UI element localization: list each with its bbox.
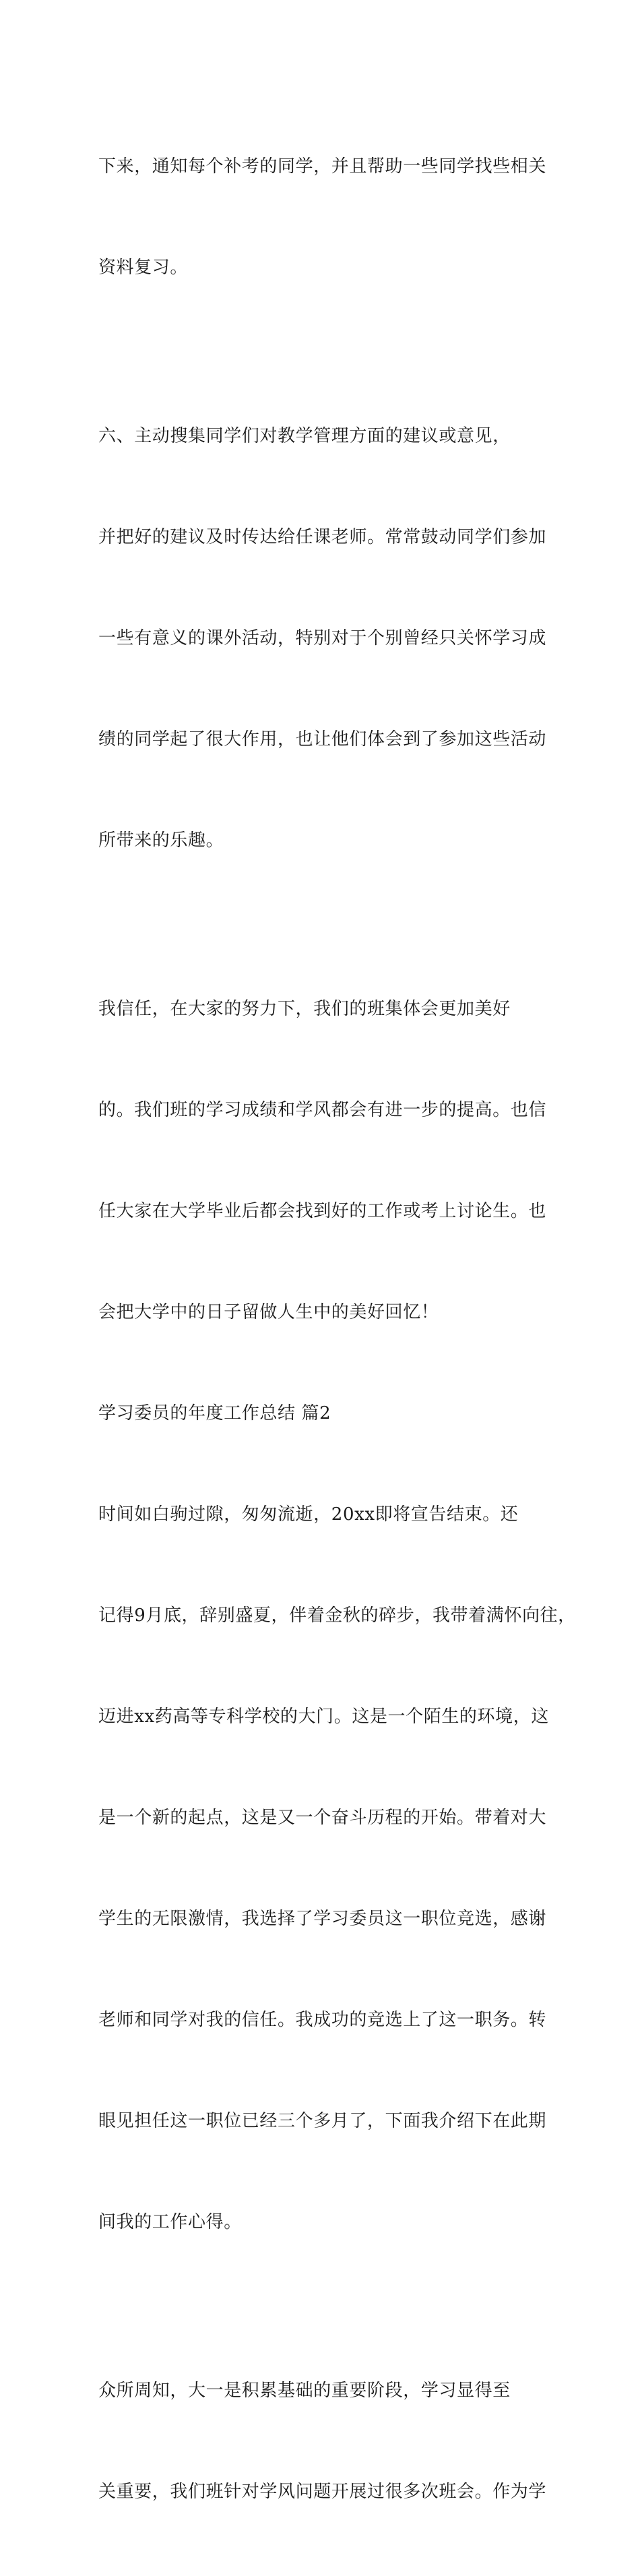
text-line: 六、主动搜集同学们对教学管理方面的建议或意见， <box>98 426 511 446</box>
text-line: 老师和同学对我的信任。我成功的竞选上了这一职务。转 <box>98 2010 547 2030</box>
text-line: 我信任，在大家的努力下，我们的班集体会更加美好 <box>98 999 511 1019</box>
text-line: 的。我们班的学习成绩和学风都会有进一步的提高。也信 <box>98 1100 547 1120</box>
paragraph-3 <box>98 925 550 1397</box>
paragraph-4 <box>98 1430 576 2306</box>
text-line: 时间如白驹过隙，匆匆流逝，20xx即将宣告结束。还 <box>98 1504 519 1525</box>
text-line: 一些有意义的课外活动，特别对于个别曾经只关怀学习成 <box>98 628 547 648</box>
text-line: 并把好的建议及时传达给任课老师。常常鼓动同学们参加 <box>98 527 547 547</box>
text-line: 资料复习。 <box>98 257 189 278</box>
text-line: 绩的同学起了很大作用，也让他们体会到了参加这些活动 <box>98 729 547 749</box>
text-line: 学生的无限激情，我选择了学习委员这一职位竞选，感谢 <box>98 1909 547 1929</box>
paragraph-2 <box>98 352 550 925</box>
paragraph-5 <box>98 2306 550 2576</box>
section-title: 学习委员的年度工作总结 篇2 <box>98 1403 331 1423</box>
text-line: 会把大学中的日子留做人生中的美好回忆！ <box>98 1302 439 1322</box>
text-line: 众所周知，大一是积累基础的重要阶段，学习显得至 <box>98 2381 511 2401</box>
text-line: 任大家在大学毕业后都会找到好的工作或考上讨论生。也 <box>98 1201 547 1221</box>
text-line: 下来，通知每个补考的同学，并且帮助一些同学找些相关 <box>98 156 547 177</box>
text-line: 记得9月底，辞别盛夏，伴着金秋的碎步，我带着满怀向往， <box>98 1605 576 1626</box>
text-line: 所带来的乐趣。 <box>98 830 224 851</box>
text-line: 间我的工作心得。 <box>98 2212 242 2232</box>
text-line: 眼见担任这一职位已经三个多月了，下面我介绍下在此期 <box>98 2111 547 2131</box>
document-body <box>98 82 576 2576</box>
text-line: 关重要，我们班针对学风问题开展过很多次班会。作为学 <box>98 2482 547 2502</box>
paragraph-1 <box>98 82 550 352</box>
text-line: 是一个新的起点，这是又一个奋斗历程的开始。带着对大 <box>98 1808 547 1828</box>
text-line: 迈进xx药高等专科学校的大门。这是一个陌生的环境，这 <box>98 1707 549 1727</box>
